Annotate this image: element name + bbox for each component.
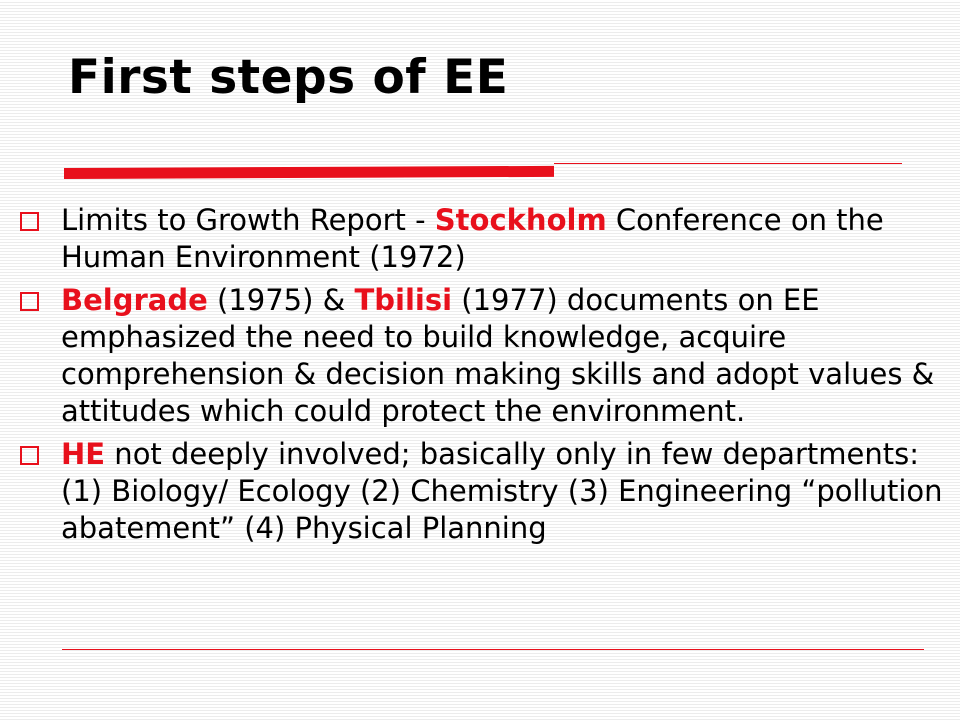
bullet-item bbox=[18, 202, 953, 276]
bullet-highlight: Belgrade bbox=[61, 283, 208, 317]
square-bullet-icon bbox=[20, 212, 39, 231]
bullet-highlight: Tbilisi bbox=[354, 283, 453, 317]
slide-title: First steps of EE bbox=[68, 50, 509, 105]
square-bullet-icon bbox=[20, 446, 39, 465]
bullet-text: (1975) & bbox=[207, 283, 355, 317]
bullet-text: not deeply involved; basically only in few departments: (1) Biology/ Ecology (2) Chemistry (3) Engineering “pollution abatement” (4) Physical Planning bbox=[61, 437, 943, 545]
title-underline-thick bbox=[64, 166, 554, 179]
bullet-text: Conference on the Human Environment (1972) bbox=[61, 203, 884, 274]
bullet-highlight: HE bbox=[61, 437, 106, 471]
bullet-list bbox=[18, 202, 953, 553]
bullet-highlight: Stockholm bbox=[434, 203, 607, 237]
square-bullet-icon bbox=[20, 292, 39, 311]
bottom-divider bbox=[62, 649, 924, 650]
bullet-text: Limits to Growth Report - bbox=[61, 203, 435, 237]
bullet-item bbox=[18, 436, 953, 547]
bullet-text: (1977) documents on EE emphasized the need to build knowledge, acquire comprehension & decision making skills and adopt values & attitudes which could protect the environment. bbox=[61, 283, 935, 428]
title-underline-thin bbox=[554, 163, 902, 164]
bullet-item bbox=[18, 282, 953, 430]
